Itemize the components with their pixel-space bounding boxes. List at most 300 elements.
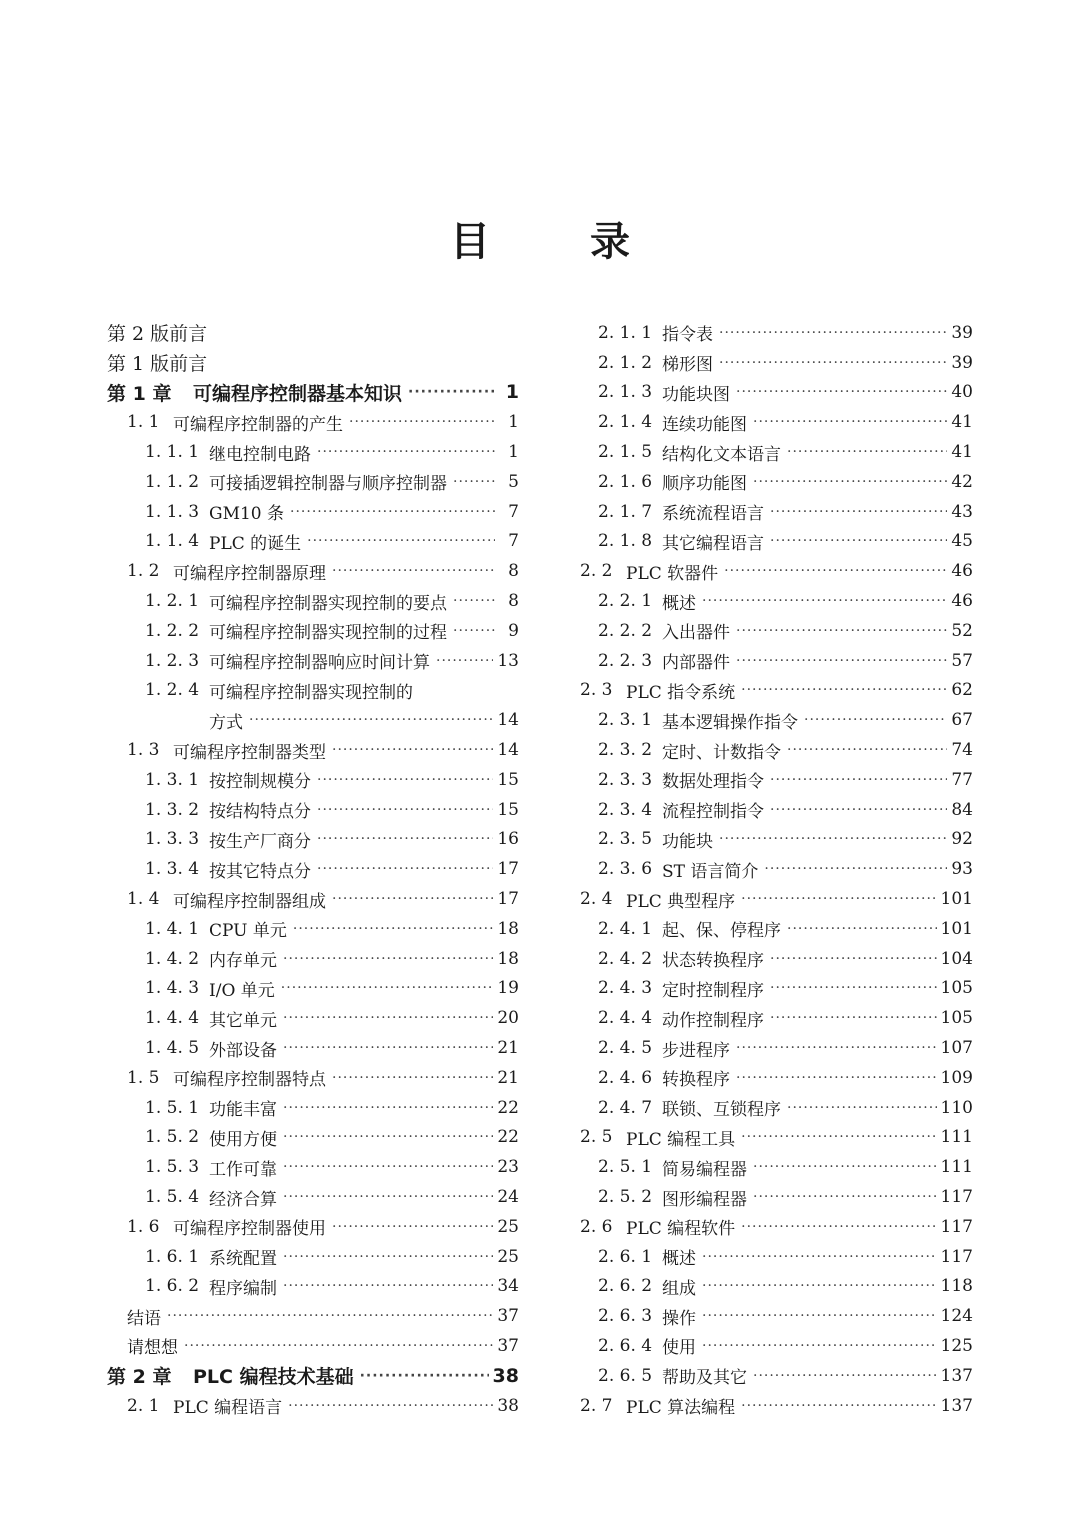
toc-entry xyxy=(580,974,973,1004)
toc-entry-title: 概述 xyxy=(662,593,696,614)
toc-entry xyxy=(580,407,973,437)
toc-entry xyxy=(580,1212,973,1242)
page-title xyxy=(0,210,1080,267)
toc-entry-title: 基本逻辑操作指令 xyxy=(662,712,798,733)
toc-entry-page: 105 xyxy=(940,1008,973,1029)
toc-entry-number: 2. 1. 3 xyxy=(598,382,653,403)
dot-leader xyxy=(741,1129,936,1145)
toc-entry-number: 1. 4 xyxy=(127,889,160,910)
toc-entry-page: 39 xyxy=(951,352,973,373)
toc-entry-page: 110 xyxy=(940,1097,973,1118)
toc-entry-page: 101 xyxy=(940,889,973,910)
dot-leader xyxy=(317,802,493,818)
toc-entry-page: 46 xyxy=(951,591,973,612)
page-title-char-1: 目 xyxy=(450,219,490,265)
toc-entry-title: 可编程序控制器的产生 xyxy=(173,414,343,435)
toc-entry-page: 8 xyxy=(508,561,519,582)
toc-entry-number: 1. 3. 3 xyxy=(145,829,200,850)
toc-entry-number: 1. 1 xyxy=(127,412,160,433)
toc-entry-number: 2. 1. 4 xyxy=(598,412,653,433)
toc-entry-number: 1. 5. 4 xyxy=(145,1187,200,1207)
toc-entry-title: 入出器件 xyxy=(662,623,730,644)
toc-entry-title: 指令表 xyxy=(662,325,713,346)
dot-leader xyxy=(283,1010,493,1026)
toc-entry-page: 15 xyxy=(497,799,519,820)
toc-entry-number: 1. 5. 1 xyxy=(145,1097,200,1118)
toc-entry xyxy=(580,1272,973,1302)
toc-entry-title: 可编程序控制器使用 xyxy=(173,1219,326,1240)
toc-entry-page: 137 xyxy=(940,1365,973,1386)
dot-leader xyxy=(724,563,947,579)
toc-entry xyxy=(107,1182,519,1212)
toc-entry-page: 21 xyxy=(497,1067,519,1088)
toc-entry-title: 状态转换程序 xyxy=(662,951,764,972)
toc-entry-page: 39 xyxy=(951,322,973,343)
toc-entry xyxy=(107,944,519,974)
toc-entry-number: 1. 1. 4 xyxy=(145,531,200,552)
dot-leader xyxy=(736,1040,937,1056)
toc-entry xyxy=(580,1033,973,1063)
toc-entry xyxy=(107,1033,519,1063)
toc-entry-number: 1. 1. 2 xyxy=(145,471,200,492)
dot-leader xyxy=(702,593,947,609)
toc-entry-number: 1. 4. 2 xyxy=(145,948,200,969)
toc-entry xyxy=(107,616,519,646)
toc-entry xyxy=(107,1152,519,1182)
toc-entry-page: 1 xyxy=(505,381,519,404)
toc-entry-page: 41 xyxy=(951,412,973,433)
toc-entry-number: 2. 1 xyxy=(127,1395,160,1416)
toc-entry-number: 2. 3. 2 xyxy=(598,740,653,761)
dot-leader xyxy=(736,384,947,400)
dot-leader xyxy=(281,980,494,996)
toc-entry xyxy=(107,437,519,467)
toc-entry-page: 74 xyxy=(951,740,973,761)
toc-entry xyxy=(580,765,973,795)
toc-entry-number: 2. 5 xyxy=(580,1127,613,1148)
toc-entry xyxy=(580,1063,973,1093)
toc-entry xyxy=(107,1272,519,1302)
toc-entry-number: 2. 2. 1 xyxy=(598,591,653,612)
toc-entry-title: 按控制规模分 xyxy=(209,772,311,793)
dot-leader xyxy=(770,1010,937,1026)
toc-entry xyxy=(580,378,973,408)
toc-entry-number: 1. 4. 3 xyxy=(145,978,200,999)
toc-entry-title: 结语 xyxy=(127,1308,161,1329)
toc-entry-page: 14 xyxy=(497,710,519,731)
dot-leader xyxy=(770,772,947,788)
toc-entry-number: 1. 1. 3 xyxy=(145,501,200,522)
toc-entry-title: PLC 编程工具 xyxy=(626,1129,736,1150)
toc-entry xyxy=(580,1182,973,1212)
toc-entry-title: 第 1 版前言 xyxy=(107,353,208,376)
toc-entry-title: 简易编程器 xyxy=(662,1159,747,1180)
toc-entry xyxy=(107,825,519,855)
toc-entry-number: 2. 1. 5 xyxy=(598,442,653,463)
toc-entry xyxy=(580,854,973,884)
toc-entry-number: 2. 4. 7 xyxy=(598,1097,653,1118)
toc-entry-page: 13 xyxy=(497,650,519,671)
toc-entry-title: 起、保、停程序 xyxy=(662,921,781,942)
toc-entry-page: 84 xyxy=(951,799,973,820)
toc-entry-page: 117 xyxy=(940,1216,973,1237)
toc-entry-number: 2. 2. 3 xyxy=(598,650,653,671)
toc-entry xyxy=(580,944,973,974)
toc-entry-page: 37 xyxy=(497,1335,519,1356)
toc-entry-page: 19 xyxy=(497,978,519,999)
dot-leader xyxy=(317,444,495,460)
toc-entry-page: 77 xyxy=(951,769,973,790)
toc-entry-page: 1 xyxy=(508,412,519,433)
toc-right-column xyxy=(580,318,973,1420)
toc-entry-title: 功能块图 xyxy=(662,384,730,405)
toc-entry-title: PLC 编程技术基础 xyxy=(193,1366,354,1389)
toc-entry xyxy=(107,378,519,408)
toc-entry-number: 2. 6. 3 xyxy=(598,1306,653,1327)
dot-leader xyxy=(283,1129,493,1145)
toc-entry xyxy=(107,974,519,1004)
toc-entry-title: 其它单元 xyxy=(209,1010,277,1031)
toc-entry-number: 1. 3. 4 xyxy=(145,859,200,880)
toc-entry-title: PLC 软器件 xyxy=(626,563,719,584)
toc-entry-title: 经济合算 xyxy=(209,1189,277,1210)
toc-entry-number: 1. 2. 4 xyxy=(145,680,200,701)
toc-entry-page: 117 xyxy=(940,1246,973,1267)
toc-entry-page: 15 xyxy=(497,769,519,790)
dot-leader xyxy=(408,384,495,400)
toc-entry xyxy=(580,795,973,825)
toc-entry-number: 2. 6. 1 xyxy=(598,1246,653,1267)
toc-entry-page: 23 xyxy=(497,1157,519,1178)
toc-entry-page: 105 xyxy=(940,978,973,999)
toc-entry-number: 1. 2. 3 xyxy=(145,650,200,671)
toc-entry xyxy=(580,437,973,467)
toc-entry-page: 42 xyxy=(951,471,973,492)
toc-entry xyxy=(580,646,973,676)
toc-entry-title: 可编程序控制器特点 xyxy=(173,1070,326,1091)
dot-leader xyxy=(702,1338,937,1354)
dot-leader xyxy=(741,1398,936,1414)
toc-entry xyxy=(107,795,519,825)
dot-leader xyxy=(770,951,937,967)
toc-entry-number: 2. 6. 4 xyxy=(598,1335,653,1356)
toc-entry xyxy=(107,1301,519,1331)
toc-entry-number: 2. 4. 5 xyxy=(598,1038,653,1059)
toc-entry-page: 67 xyxy=(951,710,973,731)
toc-entry-page: 38 xyxy=(497,1395,519,1416)
dot-leader xyxy=(332,742,493,758)
toc-entry-number: 1. 6. 2 xyxy=(145,1276,200,1297)
toc-entry xyxy=(107,1063,519,1093)
dot-leader xyxy=(753,1159,937,1175)
toc-entry-title: 组成 xyxy=(662,1278,696,1299)
toc-entry xyxy=(107,1003,519,1033)
toc-entry-title: 数据处理指令 xyxy=(662,772,764,793)
toc-entry-title: 顺序功能图 xyxy=(662,474,747,495)
toc-entry-number: 2. 3. 3 xyxy=(598,769,653,790)
toc-entry-title: GM10 条 xyxy=(209,504,285,525)
toc-entry-title: 功能丰富 xyxy=(209,1100,277,1121)
toc-entry-number: 1. 2. 1 xyxy=(145,591,200,612)
toc-entry xyxy=(107,1093,519,1123)
toc-entry-page: 62 xyxy=(951,680,973,701)
toc-entry-number: 2. 1. 1 xyxy=(598,322,653,343)
toc-entry-title: 可编程序控制器实现控制的要点 xyxy=(209,593,447,614)
toc-entry-title: 步进程序 xyxy=(662,1040,730,1061)
toc-entry-page: 25 xyxy=(497,1216,519,1237)
toc-entry-number: 1. 4. 4 xyxy=(145,1008,200,1029)
toc-entry xyxy=(580,556,973,586)
toc-entry-page: 34 xyxy=(497,1276,519,1297)
toc-entry-number: 2. 3 xyxy=(580,680,613,701)
dot-leader xyxy=(349,414,495,430)
toc-entry-title: 按其它特点分 xyxy=(209,861,311,882)
toc-entry-page: 111 xyxy=(940,1157,973,1178)
toc-entry xyxy=(580,1003,973,1033)
toc-entry-title: 程序编制 xyxy=(209,1278,277,1299)
toc-entry xyxy=(580,825,973,855)
toc-entry xyxy=(107,1242,519,1272)
toc-entry xyxy=(580,527,973,557)
dot-leader xyxy=(736,653,947,669)
toc-entry xyxy=(580,467,973,497)
dot-leader xyxy=(283,1278,493,1294)
toc-entry-page: 124 xyxy=(940,1306,973,1327)
dot-leader xyxy=(290,504,495,520)
toc-entry xyxy=(107,467,519,497)
dot-leader xyxy=(770,504,947,520)
toc-entry-number: 1. 2. 2 xyxy=(145,620,200,641)
toc-entry-page: 41 xyxy=(951,442,973,463)
toc-entry xyxy=(107,1331,519,1361)
toc-entry xyxy=(580,914,973,944)
toc-entry xyxy=(580,1093,973,1123)
toc-entry-title: PLC 算法编程 xyxy=(626,1398,736,1419)
toc-entry-number: 1. 2 xyxy=(127,561,160,582)
toc-entry xyxy=(580,586,973,616)
toc-entry-title: 可编程序控制器实现控制的 xyxy=(209,682,413,703)
toc-entry-number: 1. 1. 1 xyxy=(145,442,200,463)
toc-entry-title: 内存单元 xyxy=(209,951,277,972)
toc-entry-page: 21 xyxy=(497,1038,519,1059)
toc-entry xyxy=(107,705,519,735)
toc-entry xyxy=(107,1361,519,1391)
toc-entry-page: 14 xyxy=(497,740,519,761)
toc-entry-number: 1. 6 xyxy=(127,1216,160,1237)
toc-entry xyxy=(580,1361,973,1391)
toc-entry-title: 定时控制程序 xyxy=(662,980,764,1001)
toc-entry-number: 2. 4. 3 xyxy=(598,978,653,999)
toc-entry-title: 图形编程器 xyxy=(662,1189,747,1210)
toc-entry-number: 2. 5. 2 xyxy=(598,1187,653,1207)
dot-leader xyxy=(317,772,493,788)
toc-entry xyxy=(107,527,519,557)
toc-entry xyxy=(580,348,973,378)
toc-entry-number: 1. 5. 2 xyxy=(145,1127,200,1148)
dot-leader xyxy=(283,1100,493,1116)
toc-entry-number: 2. 4. 6 xyxy=(598,1067,653,1088)
toc-entry xyxy=(107,556,519,586)
dot-leader xyxy=(332,1219,493,1235)
toc-entry-title: 梯形图 xyxy=(662,355,713,376)
dot-leader xyxy=(753,1189,937,1205)
dot-leader xyxy=(360,1368,489,1384)
toc-entry-title: 外部设备 xyxy=(209,1040,277,1061)
dot-leader xyxy=(787,921,937,937)
toc-entry-page: 57 xyxy=(951,650,973,671)
dot-leader xyxy=(719,831,947,847)
page-title-char-2: 录 xyxy=(590,219,630,265)
dot-leader xyxy=(741,682,947,698)
toc-entry-page: 137 xyxy=(940,1395,973,1416)
toc-entry xyxy=(107,586,519,616)
toc-entry-number: 2. 1. 6 xyxy=(598,471,653,492)
toc-entry-number: 2. 3. 6 xyxy=(598,859,653,880)
toc-entry-title: 可编程序控制器组成 xyxy=(173,891,326,912)
dot-leader xyxy=(283,1249,493,1265)
toc-entry xyxy=(580,884,973,914)
toc-entry-title: 概述 xyxy=(662,1249,696,1270)
toc-entry-title: CPU 单元 xyxy=(209,921,287,942)
toc-entry xyxy=(107,1212,519,1242)
dot-leader xyxy=(702,1278,937,1294)
toc-entry-number: 1. 3. 1 xyxy=(145,769,200,790)
dot-leader xyxy=(307,533,495,549)
toc-entry-page: 18 xyxy=(497,948,519,969)
toc-entry xyxy=(107,914,519,944)
toc-entry-title: ST 语言简介 xyxy=(662,861,759,882)
toc-entry-title: 使用方便 xyxy=(209,1129,277,1150)
toc-entry-title: 第 2 版前言 xyxy=(107,323,208,346)
dot-leader xyxy=(719,355,947,371)
toc-entry xyxy=(107,407,519,437)
toc-entry xyxy=(107,1391,519,1421)
toc-entry-page: 125 xyxy=(940,1335,973,1356)
toc-entry-number: 2. 2. 2 xyxy=(598,620,653,641)
toc-entry-number: 2. 3. 4 xyxy=(598,799,653,820)
dot-leader xyxy=(332,1070,493,1086)
dot-leader xyxy=(702,1249,937,1265)
toc-entry-title: PLC 的诞生 xyxy=(209,533,302,554)
dot-leader xyxy=(288,1398,493,1414)
toc-entry-page: 40 xyxy=(951,382,973,403)
toc-entry xyxy=(580,735,973,765)
toc-entry xyxy=(580,1391,973,1421)
toc-entry-title: 按生产厂商分 xyxy=(209,831,311,852)
toc-entry-page: 16 xyxy=(497,829,519,850)
dot-leader xyxy=(453,474,495,490)
toc-entry-title: 可编程序控制器原理 xyxy=(173,563,326,584)
dot-leader xyxy=(741,1219,936,1235)
toc-entry-title: 系统流程语言 xyxy=(662,504,764,525)
toc-entry-page: 117 xyxy=(940,1187,973,1207)
toc-entry xyxy=(107,1123,519,1153)
dot-leader xyxy=(702,1308,937,1324)
dot-leader xyxy=(741,891,936,907)
dot-leader xyxy=(317,831,493,847)
toc-entry-number: 2. 4 xyxy=(580,889,613,910)
toc-entry-page: 17 xyxy=(497,889,519,910)
toc-entry-title: 操作 xyxy=(662,1308,696,1329)
dot-leader xyxy=(736,1070,937,1086)
toc-entry-title: 联锁、互锁程序 xyxy=(662,1100,781,1121)
toc-entry-number: 2. 6 xyxy=(580,1216,613,1237)
toc-entry-number: 2. 7 xyxy=(580,1395,613,1416)
toc-entry-number: 2. 3. 5 xyxy=(598,829,653,850)
toc-entry-title: 使用 xyxy=(662,1338,696,1359)
toc-entry-number: 1. 3. 2 xyxy=(145,799,200,820)
toc-entry-title: 内部器件 xyxy=(662,653,730,674)
dot-leader xyxy=(787,1100,937,1116)
dot-leader xyxy=(283,951,493,967)
toc-entry-title: 可编程序控制器实现控制的过程 xyxy=(209,623,447,644)
toc-entry-page: 9 xyxy=(508,620,519,641)
dot-leader xyxy=(293,921,493,937)
toc-entry xyxy=(107,318,519,348)
dot-leader xyxy=(804,712,947,728)
toc-entry-title: 继电控制电路 xyxy=(209,444,311,465)
toc-entry-title: PLC 编程语言 xyxy=(173,1398,283,1419)
dot-leader xyxy=(753,1368,937,1384)
toc-entry-number: 1. 5 xyxy=(127,1067,160,1088)
dot-leader xyxy=(764,861,947,877)
dot-leader xyxy=(283,1159,493,1175)
toc-entry-title: 请想想 xyxy=(127,1338,178,1359)
dot-leader xyxy=(770,533,947,549)
toc-entry-title: 系统配置 xyxy=(209,1249,277,1270)
toc-entry-page: 111 xyxy=(940,1127,973,1148)
dot-leader xyxy=(787,444,947,460)
toc-left-column xyxy=(107,318,519,1420)
toc-entry xyxy=(107,735,519,765)
toc-entry xyxy=(580,318,973,348)
toc-entry-page: 37 xyxy=(497,1306,519,1327)
toc-entry-number: 2. 2 xyxy=(580,561,613,582)
dot-leader xyxy=(436,653,493,669)
dot-leader xyxy=(167,1308,493,1324)
toc-entry-title: PLC 典型程序 xyxy=(626,891,736,912)
toc-entry-page: 45 xyxy=(951,531,973,552)
toc-entry-title: 工作可靠 xyxy=(209,1159,277,1180)
toc-entry-page: 7 xyxy=(508,501,519,522)
toc-entry-number: 2. 1. 7 xyxy=(598,501,653,522)
toc-entry-page: 104 xyxy=(940,948,973,969)
toc-entry xyxy=(107,765,519,795)
toc-entry-title: 结构化文本语言 xyxy=(662,444,781,465)
dot-leader xyxy=(283,1040,493,1056)
toc-entry-page: 17 xyxy=(497,859,519,880)
toc-entry xyxy=(580,1152,973,1182)
dot-leader xyxy=(453,593,495,609)
toc-entry-page: 101 xyxy=(940,918,973,939)
toc-entry-number: 1. 5. 3 xyxy=(145,1157,200,1178)
toc-entry-title: 帮助及其它 xyxy=(662,1368,747,1389)
toc-entry-number: 2. 6. 2 xyxy=(598,1276,653,1297)
toc-entry-title: 转换程序 xyxy=(662,1070,730,1091)
toc-entry-number: 1. 4. 1 xyxy=(145,918,200,939)
toc-entry-title: 其它编程语言 xyxy=(662,533,764,554)
toc-entry-title: 定时、计数指令 xyxy=(662,742,781,763)
toc-entry-title: 可编程序控制器类型 xyxy=(173,742,326,763)
toc-entry-number: 2. 4. 4 xyxy=(598,1008,653,1029)
dot-leader xyxy=(184,1338,493,1354)
toc-entry-title: 可编程序控制器基本知识 xyxy=(193,382,403,405)
dot-leader xyxy=(332,891,493,907)
toc-entry-number: 2. 1. 8 xyxy=(598,531,653,552)
toc-entry-page: 43 xyxy=(951,501,973,522)
toc-entry-number: 2. 1. 2 xyxy=(598,352,653,373)
dot-leader xyxy=(787,742,947,758)
